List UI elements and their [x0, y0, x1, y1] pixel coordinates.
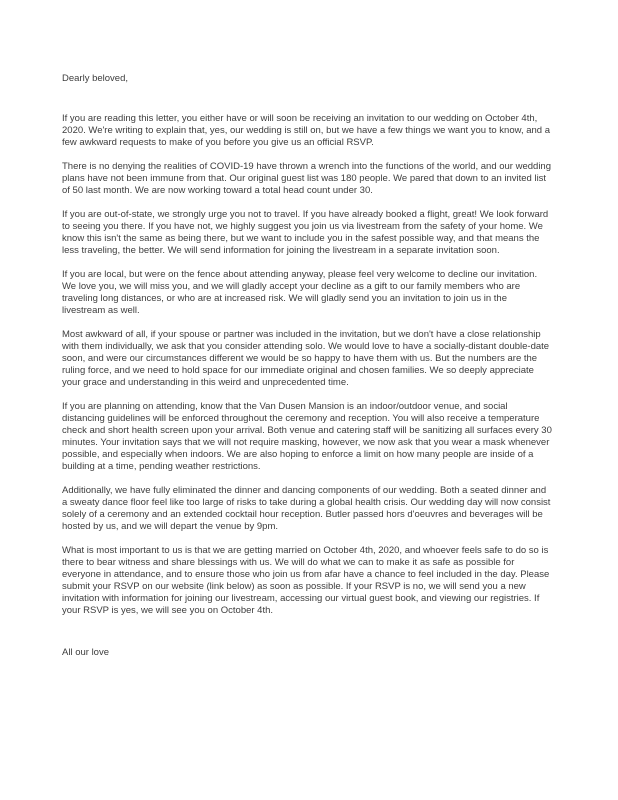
letter-paragraph-covid-realities: There is no denying the realities of COVID-19 have thrown a wrench into the functions of the world, and our wedding plans have not been immune from that. Our original guest list was 180 people. We pared that down to an invited list of 50 last month. We are now working toward a total head count under 30. [62, 161, 551, 196]
letter-salutation: Dearly beloved, [62, 73, 129, 84]
letter-paragraph-local-decline: If you are local, but were on the fence about attending anyway, please feel very welcome to decline our invitation. We love you, we will miss you, and we will gladly accept your decline as a gift to our family members who are traveling long distances, or who are at increased risk. We will gladly send you an invitation to join us in the livestream as well. [62, 269, 538, 316]
letter-closing: All our love [62, 647, 109, 658]
letter-paragraph-no-dinner-dancing: Additionally, we have fully eliminated the dinner and dancing components of our wedding. Both a seated dinner and a sweaty dance floor feel like too large of risks to take during a global health crisis. Our wedding day will now consist solely of a ceremony and an extended cocktail hour reception. Butler passed hors d'oeuvres and beverages will be hosted by us, and we will depart the venue by 9pm. [62, 485, 551, 532]
letter-body [62, 73, 552, 659]
letter-paragraph-intro: If you are reading this letter, you either have or will soon be receiving an invitation to our wedding on October 4th, 2020. We're writing to explain that, yes, our wedding is still on, but we have a few things we want you to know, and a few awkward requests to make of you before you give us an official RSVP. [62, 113, 550, 148]
letter-paragraph-out-of-state: If you are out-of-state, we strongly urge you not to travel. If you have already booked a flight, great! We look forward to seeing you there. If you have not, we highly suggest you join us via livestream from the safety of your home. We know this isn't the same as being there, but we want to include you in the safest possible way, and that means the less traveling, the better. We will send information for joining the livestream in a separate invitation soon. [62, 209, 549, 256]
letter-paragraph-attend-solo: Most awkward of all, if your spouse or partner was included in the invitation, but we don't have a close relationship with them individually, we ask that you consider attending solo. We would love to have a socially-distant double-date soon, and were our circumstances different we would be so happy to have them with us. But the numbers are the ruling force, and we need to hold space for our immediate original and chosen families. We so deeply appreciate your grace and understanding in this weird and unprecedented time. [62, 329, 550, 388]
letter-paragraph-venue-safety: If you are planning on attending, know that the Van Dusen Mansion is an indoor/outdoor venue, and social distancing guidelines will be enforced throughout the ceremony and reception. You will also receive a temperature check and short health screen upon your arrival. Both venue and catering staff will be sanitizing all surfaces every 30 minutes. Your invitation says that we will not require masking, however, we now ask that you wear a mask whenever possible, and especially when indoors. We are also hoping to enforce a limit on how many people are inside of a building at a time, pending weather restrictions. [62, 401, 552, 472]
letter-paragraph-rsvp: What is most important to us is that we are getting married on October 4th, 2020, and whoever feels safe to do so is there to bear witness and share blessings with us. We will do what we can to make it as safe as possible for everyone in attendance, and to ensure those who join us from afar have a chance to feel included in the day. Please submit your RSVP on our website (link below) as soon as possible. If your RSVP is no, we will send you a new invitation with information for joining our livestream, accessing our virtual guest book, and viewing our registries. If your RSVP is yes, we will see you on October 4th. [62, 545, 550, 616]
